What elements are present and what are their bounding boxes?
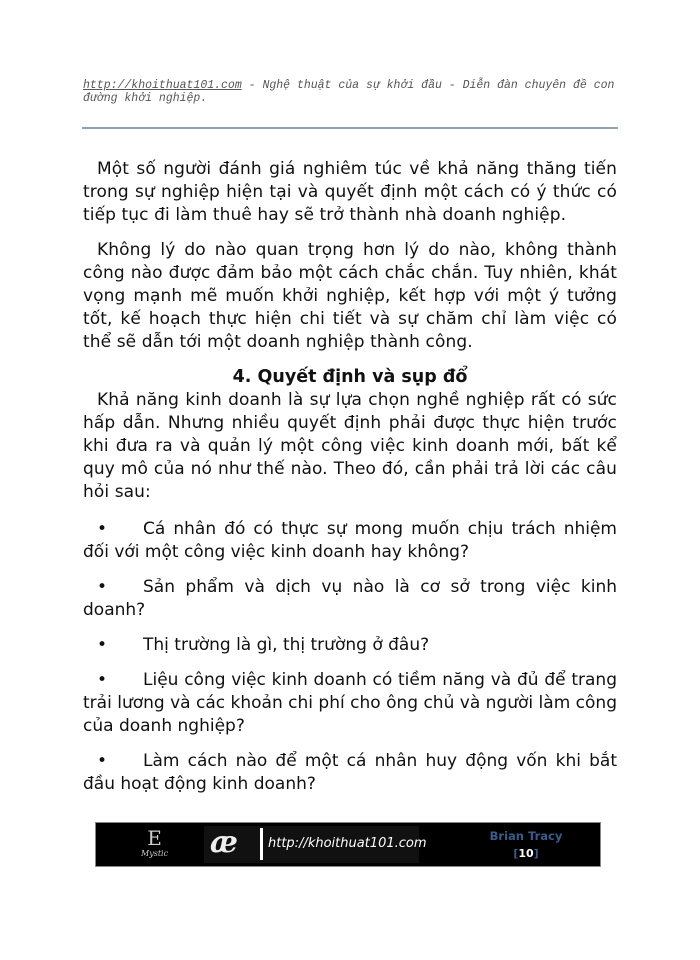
bullet-icon: • bbox=[97, 751, 108, 771]
bullet-icon: • bbox=[97, 635, 108, 655]
list-item-text: Liệu công việc kinh doanh có tiềm năng và đủ để trang trải lương và các khoản chi phí cho ông chủ và người làm công của doanh nghiệp? bbox=[83, 670, 617, 736]
list-item-text: Cá nhân đó có thực sự mong muốn chịu trách nhiệm đối với một công việc kinh doanh hay không? bbox=[83, 519, 617, 562]
bullet-icon: • bbox=[97, 577, 108, 597]
bullet-icon: • bbox=[97, 519, 108, 539]
paragraph: Một số người đánh giá nghiêm túc về khả năng thăng tiến trong sự nghiệp hiện tại và quyết định một cách có ý thức có tiếp tục đi làm thuê hay sẽ trở thành nhà doanh nghiệp. bbox=[83, 159, 617, 225]
bracket: [ bbox=[513, 847, 519, 860]
list-item bbox=[83, 518, 617, 564]
list-item bbox=[83, 576, 617, 622]
list-item bbox=[83, 750, 617, 796]
page-footer bbox=[95, 822, 601, 867]
footer-url[interactable]: http://khoithuat101.com bbox=[268, 836, 427, 851]
page-body bbox=[83, 0, 617, 867]
header-link[interactable]: http://khoithuat101.com bbox=[83, 79, 242, 92]
paragraph: Không lý do nào quan trọng hơn lý do nào, không thành công nào được đảm bảo một cách chắc chắn. Tuy nhiên, khát vọng mạnh mẽ muốn khởi nghiệp, kết hợp với một ý tưởng tốt, kế hoạch thực hiện chi tiết và sự chăm chỉ làm việc có thể sẽ dẫn tới một doanh nghiệp thành công. bbox=[83, 240, 617, 352]
section-intro: Khả năng kinh doanh là sự lựa chọn nghề nghiệp rất có sức hấp dẫn. Nhưng nhiều quyết định phải được thực hiện trước khi đưa ra và quản lý một công việc kinh doanh mới, bất kể quy mô của nó như thế nào. Theo đó, cần phải trả lời các câu hỏi sau: bbox=[83, 390, 617, 502]
list-item bbox=[83, 669, 617, 738]
list-item bbox=[83, 634, 617, 657]
list-item-text: Làm cách nào để một cá nhân huy động vốn khi bắt đầu hoạt động kinh doanh? bbox=[83, 751, 617, 794]
mystic-logo: E Mystic bbox=[141, 826, 169, 858]
header-tagline: - Nghệ thuật của sự khởi đầu - Diễn đàn chuyên đề con đường khởi nghiệp. bbox=[83, 79, 615, 105]
page-number bbox=[466, 847, 586, 861]
bracket: ] bbox=[533, 847, 539, 860]
list-item-text: Thị trường là gì, thị trường ở đâu? bbox=[143, 635, 430, 655]
section-heading: 4. Quyết định và sụp đổ bbox=[232, 367, 468, 387]
mystic-label: Mystic bbox=[141, 849, 169, 858]
author-name: Brian Tracy bbox=[489, 829, 563, 843]
list-item-text: Sản phẩm và dịch vụ nào là cơ sở trong việc kinh doanh? bbox=[83, 577, 617, 620]
page-number-value: 10 bbox=[518, 847, 534, 860]
bullet-icon: • bbox=[97, 670, 108, 690]
site-banner[interactable] bbox=[204, 825, 427, 863]
ae-logo-icon: æ bbox=[210, 825, 238, 860]
banner-divider bbox=[260, 828, 263, 860]
